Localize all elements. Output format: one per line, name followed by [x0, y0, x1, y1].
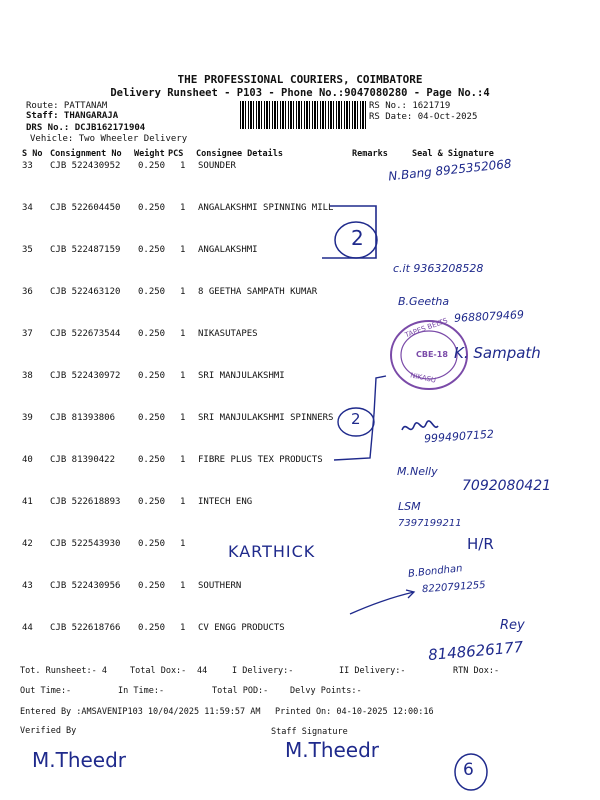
row-consignee: SRI MANJULAKSHMI SPINNERS	[198, 413, 334, 423]
row-weight: 0.250	[138, 623, 166, 633]
row-sno: 35	[22, 245, 33, 255]
stamp-text-top: TAPES BELTS	[403, 316, 449, 340]
row-consignment-no: CJB 522618893	[50, 497, 121, 507]
row-weight: 0.250	[138, 497, 166, 507]
handwritten-r42: KARTHICK	[228, 542, 316, 561]
verified-signature: M.Theedr	[32, 748, 127, 772]
row-consignment-no: CJB 522430972	[50, 371, 121, 381]
row-consignee: ANGALAKSHMI SPINNING MILL	[198, 203, 334, 213]
row-consignee: INTECH ENG	[198, 497, 253, 507]
verified-by-label: Verified By	[20, 726, 77, 736]
stamp-text-mid: CBE-18	[416, 350, 448, 359]
printed-on: Printed On: 04-10-2025 12:00:16	[275, 707, 434, 717]
r39-circle-number: 2	[351, 410, 361, 428]
out-time-label: Out Time:-	[20, 686, 72, 696]
row-consignee: FIBRE PLUS TEX PRODUCTS	[198, 455, 323, 465]
row-weight: 0.250	[138, 539, 166, 549]
row-weight: 0.250	[138, 371, 166, 381]
row-pcs: 1	[180, 161, 186, 171]
row-consignee: SOUNDER	[198, 161, 236, 171]
total-pod-label: Total POD:-	[212, 686, 269, 696]
row-sno: 41	[22, 497, 33, 507]
row-consignment-no: CJB 81390422	[50, 455, 116, 465]
row-weight: 0.250	[138, 287, 166, 297]
row-consignee: 8 GEETHA SAMPATH KUMAR	[198, 287, 318, 297]
row-consignment-no: CJB 522487159	[50, 245, 121, 255]
row-weight: 0.250	[138, 581, 166, 591]
staff-signature: M.Theedr	[285, 738, 380, 762]
row-sno: 42	[22, 539, 33, 549]
row-sno: 38	[22, 371, 33, 381]
rs-date: RS Date: 04-Oct-2025	[369, 112, 478, 122]
page-circle-number: 6	[463, 760, 474, 780]
row-consignment-no: CJB 81393806	[50, 413, 116, 423]
row-sno: 44	[22, 623, 33, 633]
row-consignment-no: CJB 522618766	[50, 623, 121, 633]
handwritten-r40-phone: 7092080421	[462, 478, 552, 494]
row-consignment-no: CJB 522463120	[50, 287, 121, 297]
delvy-points-label: Delvy Points:-	[290, 686, 362, 696]
row-pcs: 1	[180, 287, 186, 297]
row-sno: 43	[22, 581, 33, 591]
staff-label: Staff: THANGARAJA	[26, 111, 119, 121]
col-consignee: Consignee Details	[196, 149, 283, 159]
ii-delivery-label: II Delivery:-	[339, 666, 406, 676]
total-runsheet: Tot. Runsheet:- 4	[20, 666, 107, 676]
row-weight: 0.250	[138, 455, 166, 465]
stamp-text-bottom: NIKASU	[409, 371, 437, 385]
i-delivery-label: I Delivery:-	[232, 666, 294, 676]
r43-arrow-icon	[348, 588, 418, 618]
col-sno: S No	[22, 149, 43, 159]
row-pcs: 1	[180, 455, 186, 465]
handwritten-r43-phone: 8220791255	[421, 579, 486, 596]
row-pcs: 1	[180, 623, 186, 633]
in-time-label: In Time:-	[118, 686, 165, 696]
row-consignment-no: CJB 522430952	[50, 161, 121, 171]
row-sno: 36	[22, 287, 33, 297]
handwritten-r41-name: LSM	[398, 500, 421, 513]
handwritten-r41-phone: 7397199211	[398, 518, 462, 529]
row-consignee: NIKASUTAPES	[198, 329, 258, 339]
row-sno: 33	[22, 161, 33, 171]
col-seal-signature: Seal & Signature	[412, 149, 494, 159]
row-consignment-no: CJB 522543930	[50, 539, 121, 549]
row-consignee: ANGALAKSHMI	[198, 245, 258, 255]
row-pcs: 1	[180, 581, 186, 591]
staff-signature-label: Staff Signature	[271, 727, 348, 737]
row-sno: 34	[22, 203, 33, 213]
handwritten-r44-phone: 8148626177	[427, 637, 525, 665]
handwritten-r33: N.Bang 8925352068	[387, 156, 513, 184]
row-weight: 0.250	[138, 329, 166, 339]
group-circle-number: 2	[351, 226, 364, 250]
rtn-dox-label: RTN Dox:-	[453, 666, 500, 676]
total-dox-label: Total Dox:-	[130, 666, 187, 676]
row-weight: 0.250	[138, 161, 166, 171]
row-consignee: SOUTHERN	[198, 581, 242, 591]
handwritten-r40-name: M.Nelly	[397, 465, 438, 478]
col-pcs: PCS	[168, 149, 184, 159]
row-consignment-no: CJB 522430956	[50, 581, 121, 591]
row-pcs: 1	[180, 539, 186, 549]
row-sno: 37	[22, 329, 33, 339]
company-title: THE PROFESSIONAL COURIERS, COIMBATORE	[177, 73, 423, 86]
row-pcs: 1	[180, 329, 186, 339]
handwritten-r37: K. Sampath	[454, 344, 541, 362]
arrow-lines	[330, 364, 400, 464]
row-sno: 40	[22, 455, 33, 465]
row-weight: 0.250	[138, 413, 166, 423]
row-pcs: 1	[180, 497, 186, 507]
row-consignment-no: CJB 522604450	[50, 203, 121, 213]
handwritten-r36-name: B.Geetha	[398, 295, 450, 308]
row-weight: 0.250	[138, 245, 166, 255]
row-sno: 39	[22, 413, 33, 423]
entered-by: Entered By :AMSAVENIP103 10/04/2025 11:59:57 AM	[20, 707, 261, 717]
handwritten-r35: c.it 9363208528	[393, 262, 484, 275]
row-consignee: CV ENGG PRODUCTS	[198, 623, 285, 633]
row-consignment-no: CJB 522673544	[50, 329, 121, 339]
col-consignment: Consignment No	[50, 149, 122, 159]
row-pcs: 1	[180, 371, 186, 381]
handwritten-r36-phone: 9688079469	[453, 308, 525, 325]
route-label: Route: PATTANAM	[26, 101, 108, 111]
row-consignee: SRI MANJULAKSHMI	[198, 371, 285, 381]
row-pcs: 1	[180, 413, 186, 423]
rs-no: RS No.: 1621719	[369, 101, 451, 111]
col-weight: Weight	[134, 149, 165, 159]
row-weight: 0.250	[138, 203, 166, 213]
handwritten-r43-name: B.Bondhan	[407, 563, 463, 580]
col-remarks: Remarks	[352, 149, 388, 159]
row-pcs: 1	[180, 245, 186, 255]
handwritten-hr: H/R	[467, 535, 494, 553]
total-dox-value: 44	[197, 666, 208, 676]
handwritten-r39: 9994907152	[423, 427, 495, 446]
row-pcs: 1	[180, 203, 186, 213]
vehicle-label: Vehicle: Two Wheeler Delivery	[30, 134, 188, 144]
handwritten-r44-name: Rey	[500, 618, 525, 633]
drs-label: DRS No.: DCJB162171904	[26, 123, 146, 133]
barcode-graphic	[240, 101, 366, 129]
runsheet-subtitle: Delivery Runsheet - P103 - Phone No.:9047080280 - Page No.:4	[110, 87, 490, 99]
